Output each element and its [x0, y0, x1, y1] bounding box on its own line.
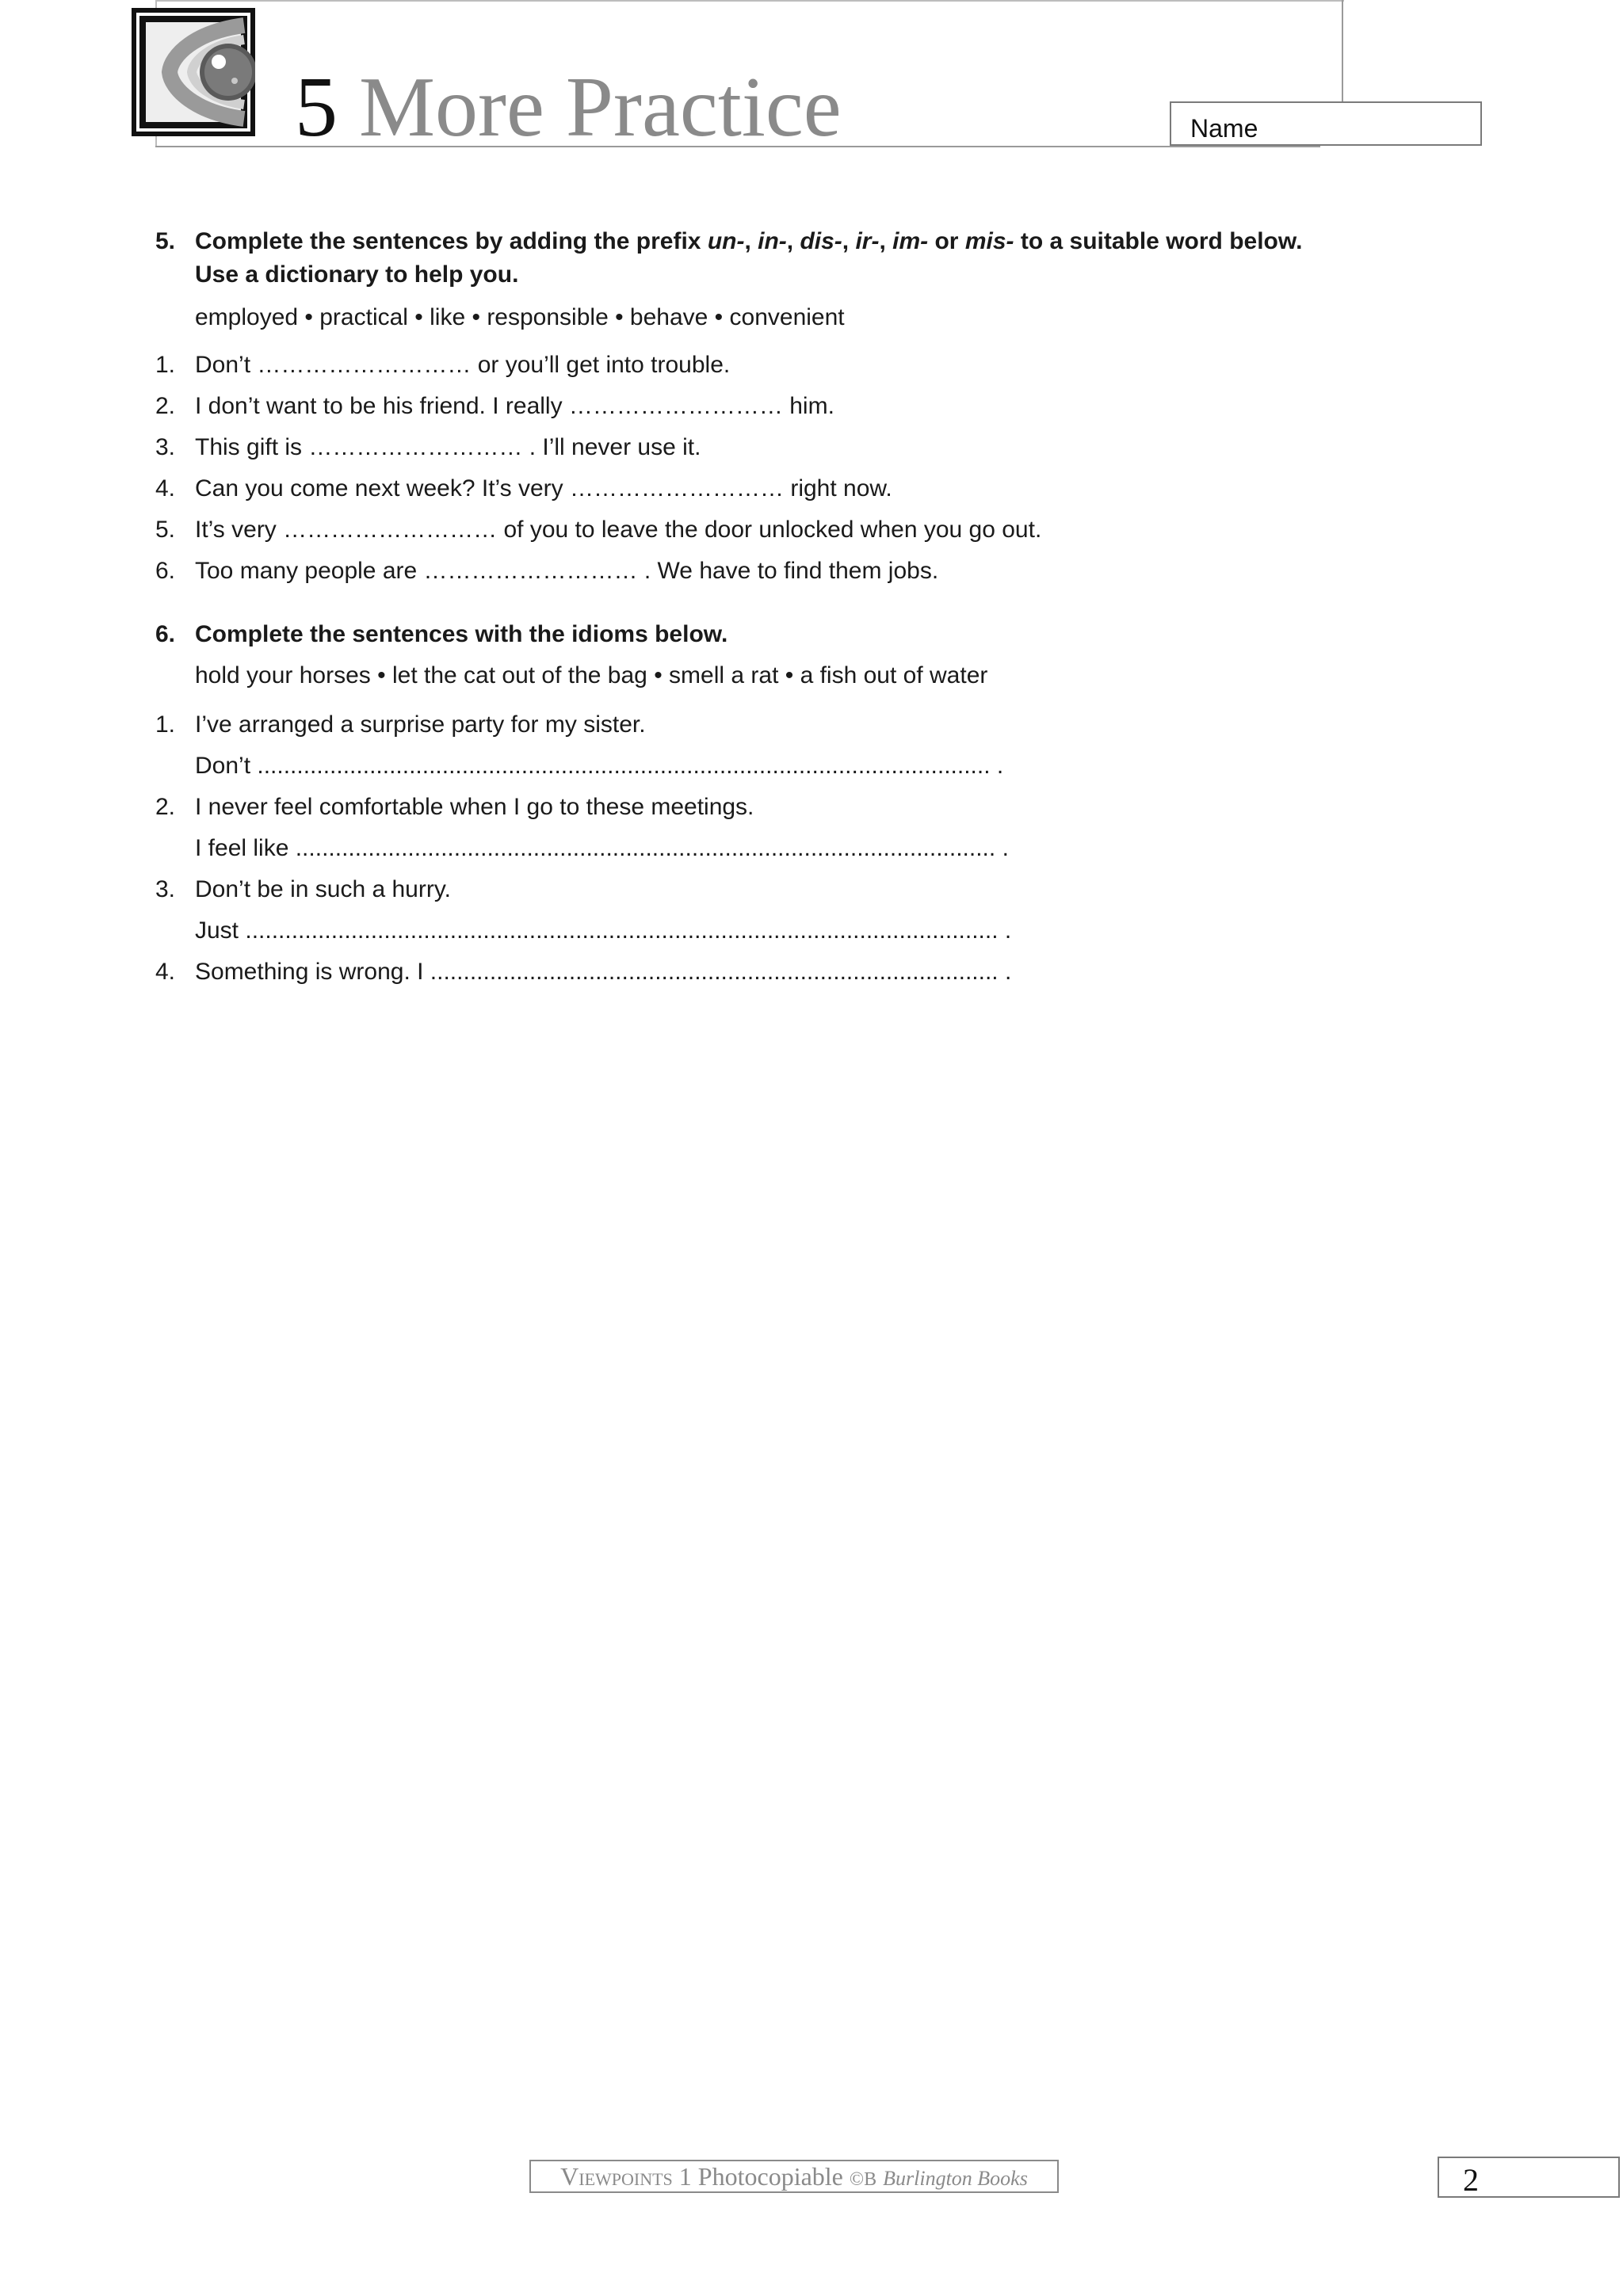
- answer-line: I feel like .......................................................................................................... .: [195, 835, 1009, 861]
- list-item: [155, 349, 730, 382]
- list-item: [155, 791, 754, 824]
- header-frame-right: [1342, 0, 1343, 101]
- name-field[interactable]: [1170, 101, 1482, 146]
- list-item: [155, 431, 701, 464]
- list-item: [155, 708, 646, 742]
- item-text: Can you come next week? It’s very ……………………… right now.: [195, 475, 892, 502]
- item-text: I don’t want to be his friend. I really ……………………… him.: [195, 393, 834, 419]
- header-frame-top: [155, 0, 1344, 2]
- item-number: 4.: [155, 475, 176, 502]
- page-number-box: [1438, 2157, 1620, 2198]
- exercise-5-number: 5.: [155, 228, 176, 254]
- prefix-un: un-: [707, 228, 745, 254]
- prefix-dis: dis-: [800, 228, 842, 254]
- item-text: I never feel comfortable when I go to these meetings.: [195, 794, 754, 820]
- unit-number: 5: [295, 60, 338, 154]
- footer-level: 1: [678, 2162, 692, 2191]
- item-number: 2.: [155, 393, 176, 419]
- list-item: [155, 472, 892, 505]
- page-title: [295, 60, 842, 154]
- instruction-sep: ,: [786, 228, 800, 254]
- item-number: 3.: [155, 434, 176, 460]
- list-item: [155, 555, 938, 588]
- page-number: 2: [1463, 2162, 1479, 2198]
- item-number: 3.: [155, 876, 176, 902]
- exercise-6-instruction: [155, 618, 727, 651]
- footer-photocopiable: Photocopiable: [697, 2162, 843, 2191]
- exercise-5-instruction-line2: Use a dictionary to help you.: [195, 261, 519, 288]
- instruction-sep: ,: [879, 228, 893, 254]
- exercise-6-number: 6.: [155, 621, 176, 647]
- name-label: Name: [1190, 114, 1258, 143]
- item-text: This gift is ……………………… . I’ll never use it.: [195, 434, 701, 460]
- instruction-sep: ,: [744, 228, 758, 254]
- copyright-symbol: ©: [849, 2169, 865, 2190]
- item-number: 2.: [155, 794, 176, 820]
- item-text: Don’t be in such a hurry.: [195, 876, 451, 902]
- instruction-text: to a suitable word below.: [1014, 228, 1303, 254]
- title-text: More Practice: [359, 60, 842, 154]
- list-item: [155, 873, 451, 906]
- exercise-5-word-bank: employed • practical • like • responsible • behave • convenient: [195, 304, 845, 330]
- answer-line: Don’t ............................................................................................................... .: [195, 753, 1004, 779]
- instruction-sep: or: [928, 228, 965, 254]
- item-text: Too many people are ……………………… . We have to find them jobs.: [195, 558, 939, 584]
- prefix-ir: ir-: [855, 228, 880, 254]
- list-item: [155, 955, 1011, 989]
- list-item: [155, 390, 834, 423]
- item-number: 5.: [155, 517, 176, 543]
- footer-brand: Viewpoints: [560, 2162, 673, 2191]
- exercise-5-instruction: [155, 225, 1302, 258]
- item-number: 1.: [155, 352, 176, 378]
- exercise-6-word-bank: hold your horses • let the cat out of the bag • smell a rat • a fish out of water: [195, 662, 988, 688]
- instruction-text: Complete the sentences by adding the prefix: [195, 228, 708, 254]
- item-text: Something is wrong. I ...................................................................................... .: [195, 959, 1012, 985]
- item-number: 4.: [155, 959, 176, 985]
- instruction-sep: ,: [842, 228, 856, 254]
- answer-line: Just .................................................................................................................. .: [195, 917, 1012, 944]
- prefix-im: im-: [892, 228, 929, 254]
- item-number: 6.: [155, 558, 176, 584]
- footer-credit: [529, 2160, 1059, 2193]
- item-number: 1.: [155, 711, 176, 738]
- footer-code: B: [864, 2169, 877, 2190]
- list-item: [155, 513, 1041, 547]
- item-text: Don’t ……………………… or you’ll get into trouble.: [195, 352, 731, 378]
- instruction-text: Complete the sentences with the idioms below.: [195, 621, 728, 647]
- footer-publisher: Burlington Books: [883, 2167, 1028, 2190]
- prefix-in: in-: [758, 228, 787, 254]
- eye-logo-icon: [132, 8, 255, 136]
- prefix-mis: mis-: [964, 228, 1014, 254]
- item-text: It’s very ……………………… of you to leave the door unlocked when you go out.: [195, 517, 1042, 543]
- item-text: I’ve arranged a surprise party for my sister.: [195, 711, 646, 738]
